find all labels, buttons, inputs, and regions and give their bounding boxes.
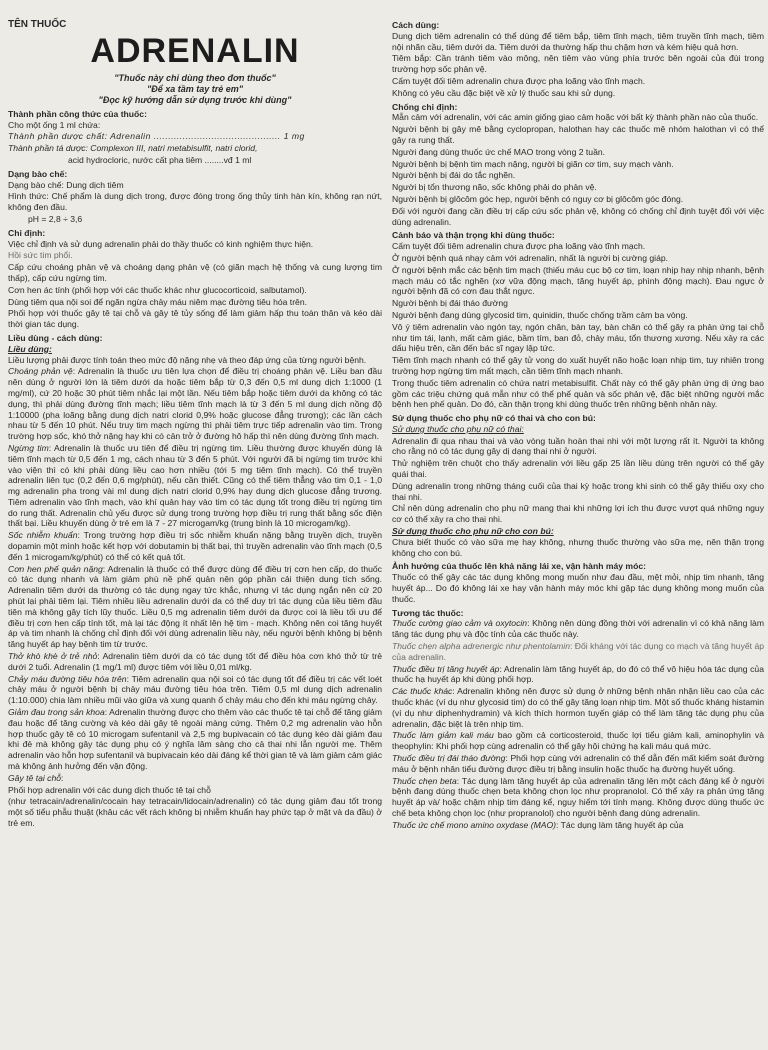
contraindication-item: Mẫn cảm với adrenalin, với các amin giống giao cảm hoặc với bất kỳ thành phần nào của thuốc. bbox=[392, 112, 759, 123]
contraindication-item: Người bị tổn thương não, sốc không phải do phản vệ. bbox=[392, 182, 597, 193]
dosage-item-text: : Adrenalin thường được cho thêm vào các thuốc tê tại chỗ để tăng giảm đau hoặc để tăng cường và kéo dài gây tê ngoài màng cứng. Thêm 0,2 mg adrenalin vào hỗn hợp thuốc gây tê có 10 microgam sufentanil và 2,5 mg bupivacain có tác dụng kéo dài giảm đau khi đẻ mà không gây tác dụng phụ có ý nghĩa lâm sàng cho cả thai nhi lẫn người mẹ. Thêm adrenalin vào hỗn hợp sufentanil và bupivacain kéo dài đáng kể thời gian tê và làm giảm cảm giác mà không ảnh hưởng đến vận động. bbox=[8, 707, 383, 772]
dosage-item-text: : Adrenalin là thuốc ưu tiên để điều trị ngừng tim. Liều thường được khuyến dùng là tiêm tĩnh mạch từ 0,5 đến 1 mg, cách nhau từ 3 đến 5 phút. Với người đã bị ngừng tim trước khi vào viện thì có khi phải dùng liều cao hơn nhiều (tới 5 mg tiêm tĩnh mạch). Có thể truyền adrenalin liên tục (0,2 đến 0,6 mg/phút), nếu cần thiết. Cũng có thể tiêm thẳng vào tim 0,1 - 1,0 mg adrenalin pha trong vài ml dung dịch natri clorid 0,9% hay dung dịch glucose đẳng trương. Tiêm adrenalin vào tĩnh mạch, vào khí quản hay vào tim có tác dụng tốt trong điều trị ngừng tim do rung thất. Adrenalin chủ yếu được sử dụng trong trường hợp điều trị rung thất bằng sốc điện thất bại. Liều khuyến dùng ở trẻ em là 7 - 27 microgam/kg (trung bình là 10 microgam/kg). bbox=[8, 442, 382, 529]
dosage-item-text: : Trong trường hợp điều trị sốc nhiễm khuẩn nặng bằng truyền dịch, truyền dopamin một mình hoặc kết hợp với dobutamin bị thất bại, thì truyền adrenalin vào tĩnh mạch (0,5 đến 1 microgam/kg/phút) có thể có kết quả tốt. bbox=[8, 530, 382, 562]
interaction-label: Thuốc ức chế mono amino oxydase (MAO) bbox=[392, 819, 557, 830]
breastfeeding-subheading: Sử dụng thuốc cho phụ nữ cho con bú: bbox=[392, 526, 554, 537]
dosage-item-label: Cơn hen phế quản nặng bbox=[8, 563, 103, 574]
admin-heading: Cách dùng: bbox=[392, 20, 440, 30]
contraindication-item: Người bệnh bị đái do tắc nghẽn. bbox=[392, 170, 516, 181]
interaction-item bbox=[392, 820, 764, 831]
dosage-labor-analgesia bbox=[8, 707, 382, 772]
warning-item: Tiêm tĩnh mạch nhanh có thể gây tử vong do xuất huyết não hoặc loạn nhịp tim, tuy nhiên trong trường hợp ngừng tim mất mạch, cần tiêm tĩnh mạch nhanh. bbox=[392, 355, 764, 376]
interaction-label: Các thuốc khác bbox=[392, 686, 453, 697]
ph-range: pH = 2,8 ÷ 3,6 bbox=[28, 213, 83, 224]
indications-heading: Chỉ định: bbox=[8, 227, 46, 238]
dosage-asthma bbox=[8, 564, 382, 650]
right-column bbox=[392, 20, 764, 832]
interaction-label: Thuốc chẹn beta bbox=[392, 775, 457, 786]
admin-item: Cấm tuyệt đối tiêm adrenalin chưa được pha loãng vào tĩnh mạch. bbox=[392, 75, 646, 86]
interaction-text: bao gồm cả corticosteroid, thuốc lợi tiểu giảm kali, aminophylin và theophylin: Khi phối hợp cùng adrenalin có thể gây hội chứng hạ kali máu quá mức. bbox=[392, 730, 764, 752]
interaction-item bbox=[392, 618, 764, 640]
indication-item: Cơn hen ác tính (phối hợp với các thuốc khác như glucocorticoid, salbutamol). bbox=[8, 284, 307, 295]
dosage-item-label: Gây tê tại chỗ bbox=[8, 772, 62, 783]
drug-title: ADRENALIN bbox=[90, 31, 300, 70]
driving-item: Thuốc có thể gây các tác dụng không mong muốn như đau đầu, mệt mỏi, nhịp tim nhanh, tăng huyết áp... Do đó không lái xe hay vận hành máy móc khi gặp tác dụng không mong muốn của thuốc. bbox=[392, 572, 764, 604]
warning-item: Vô ý tiêm adrenalin vào ngón tay, ngón chân, bàn tay, bàn chân có thể gây ra phản ứng tại chỗ như tim tái, lạnh, mất cảm giác, bầm tím, ban đỏ, chảy máu, tổn thương xương. Nếu xảy ra các dấu hiệu trên, cần đến bác sĩ ngay lập tức. bbox=[392, 321, 764, 354]
active-ingredient: Thành phần dược chất: Adrenalin ............................................ 1 mg bbox=[8, 131, 305, 142]
interaction-item bbox=[392, 730, 764, 752]
interaction-item bbox=[392, 664, 764, 686]
form-heading: Dạng bào chế: bbox=[8, 168, 68, 179]
pregnancy-item: Adrenalin đi qua nhau thai và vào vòng tuần hoàn thai nhi với một lượng rất ít. Người ta không cho rằng nó có tác dụng gây dị dạng thai nhi ở người. bbox=[392, 435, 764, 457]
form-line: Dạng bào chế: Dung dịch tiêm bbox=[8, 179, 124, 190]
interaction-text: : Không nên dùng đồng thời với adrenalin vì có khả năng làm tăng tác dụng phụ và độc tính của các thuốc này. bbox=[392, 618, 764, 640]
indication-item: Phối hợp với thuốc gây tê tại chỗ và gây tê tủy sống để làm giảm hấp thu toàn thân và kéo dài thời gian tác dụng. bbox=[8, 308, 382, 330]
breastfeeding-item: Chưa biết thuốc có vào sữa mẹ hay không, nhưng thuốc thường vào sữa mẹ, nên thận trọng không cho con bú. bbox=[392, 536, 764, 558]
interaction-item bbox=[392, 753, 764, 775]
slogan-read-instructions: "Đọc kỹ hướng dẫn sử dụng trước khi dùng" bbox=[98, 94, 292, 105]
interaction-label: Thuốc cường giao cảm và oxytocin bbox=[392, 618, 528, 629]
pregnancy-heading: Sử dụng thuốc cho phụ nữ có thai và cho con bú: bbox=[392, 413, 596, 424]
contraindication-item: Đối với người đang cần điều trị cấp cứu sốc phản vệ, không có chống chỉ định tuyệt đối với việc dùng adrenalin. bbox=[392, 205, 764, 227]
dosage-heading: Liều dùng - cách dùng: bbox=[8, 332, 103, 343]
dosage-local-line-2: (như tetracain/adrenalin/cocain hay tetracain/lidocain/adrenalin) có tác dụng giảm đau tốt trong một số tiểu phẫu thuật (khâu các vết rách không bị nhiễm khuẩn hay phức tạp ở mặt và da đầu) ở trẻ em. bbox=[8, 796, 382, 828]
interaction-label: Thuốc điều trị tăng huyết áp bbox=[392, 663, 500, 674]
pregnancy-item: Chỉ nên dùng adrenalin cho phụ nữ mang thai khi những lợi ích thu được vượt quá những nguy cơ có thể xảy ra cho thai nhi. bbox=[392, 503, 764, 525]
slogan-children: "Để xa tầm tay trẻ em" bbox=[146, 83, 244, 94]
dosage-item-label: Choáng phản vệ bbox=[8, 366, 73, 377]
interaction-item bbox=[392, 641, 764, 663]
interactions-heading: Tương tác thuốc: bbox=[392, 607, 464, 618]
interaction-label: Thuốc chẹn alpha adrenergic như phentolamin bbox=[392, 641, 570, 652]
contraindication-item: Người bệnh bị bệnh tim mạch nặng, người bị giãn cơ tim, suy mạch vành. bbox=[392, 158, 674, 169]
dosage-item-label: Giảm đau trong sản khoa bbox=[8, 707, 105, 718]
pregnancy-subheading: Sử dụng thuốc cho phụ nữ có thai: bbox=[392, 423, 524, 434]
dosage-gi-bleeding bbox=[8, 674, 382, 706]
dosage-item-label: Thở khò khè ở trẻ nhỏ bbox=[8, 651, 98, 662]
dosage-item-text: : Adrenalin tiêm dưới da có tác dụng tốt để điều hòa cơn khó thở từ trẻ dưới 2 tuổi. Adrenalin (1 mg/1 ml) được tiêm với liều 0,01 ml/kg. bbox=[8, 651, 383, 672]
dosage-item-label: Ngừng tim bbox=[8, 442, 49, 453]
interaction-item bbox=[392, 776, 764, 819]
dosage-cardiac-arrest bbox=[8, 443, 382, 529]
dosage-item-text: : Adrenalin là thuốc ưu tiên lựa chọn để điều trị choáng phản vệ. Liều ban đầu nên dùng ở người lớn là tiêm dưới da hoặc tiêm bắp từ 0,3 đến 0,5 ml dung dịch 1:1000 (1 mg/ml), cứ 20 hoặc 30 phút tiêm nhắc lại một lần. Nếu tiêm bắp hoặc tiêm dưới da không có tác dụng, thì phải dùng đường tĩnh mạch; liều tiêm tĩnh mạch là từ 3 đến 5 ml dung dịch nồng độ 1:10000 (pha loãng bằng dung dịch natri clorid 0,9% hoặc glucose đẳng trương); các lần cách nhau từ 5 đến 10 phút. Nếu truy tim mạch ngừng thì phải tiêm trực tiếp adrenalin vào tim. Trong trường hợp sốc, khó thở nặng hay khi có cản trở ở đường hô hấp thì nên dùng đường tĩnh mạch. bbox=[8, 366, 382, 442]
warning-item: Ở người bệnh mắc các bệnh tim mạch (thiếu máu cục bộ cơ tim, loạn nhịp hay nhịp nhanh, bệnh mạch máu có tắc nghẽn (xơ vữa động mạch, tăng huyết áp, phình động mạch). Đau ngực ở người bệnh đã có cơn đau thắt ngực. bbox=[392, 264, 764, 297]
pregnancy-item: Dùng adrenalin trong những tháng cuối của thai kỳ hoặc trong khi sinh có thể gây thiếu oxy cho thai nhi. bbox=[392, 480, 764, 502]
interaction-label: Thuốc làm giảm kali máu bbox=[392, 730, 494, 741]
warning-item: Cấm tuyệt đối tiêm adrenalin chưa được pha loãng vào tĩnh mạch. bbox=[392, 241, 646, 252]
interaction-text: : Tác dụng làm tăng huyết áp của bbox=[556, 819, 684, 830]
left-column bbox=[8, 20, 382, 830]
contraindication-item: Người bệnh bị glôcôm góc hẹp, người bệnh có nguy cơ bị glôcôm góc đóng. bbox=[392, 193, 684, 204]
excipients-line-1: Thành phần tá dược: Complexon III, natri metabisulfit, natri clorid, bbox=[8, 143, 258, 154]
interaction-text: : Phối hợp cùng với adrenalin có thể dẫn đến mất kiểm soát đường máu ở bệnh nhân tiểu đường được điều trị bằng insulin hoặc thuốc hạ đường huyết uống. bbox=[392, 753, 765, 774]
dosage-local-line-1: Phối hợp adrenalin với các dung dịch thuốc tê tại chỗ bbox=[8, 784, 211, 795]
indication-item: Việc chỉ định và sử dụng adrenalin phải do thầy thuốc có kinh nghiệm thực hiện. bbox=[8, 238, 314, 249]
warning-item: Người bệnh bị đái tháo đường bbox=[392, 298, 508, 309]
contraindications-heading: Chống chỉ định: bbox=[392, 101, 458, 112]
slogan-prescription: "Thuốc này chỉ dùng theo đơn thuốc" bbox=[114, 72, 276, 83]
indication-item: Dùng tiêm qua nội soi để ngăn ngừa chảy máu niêm mạc đường tiêu hóa trên. bbox=[8, 296, 308, 307]
form-description: Hình thức: Chế phẩm là dung dịch trong, được đóng trong ống thủy tinh hàn kín, không rạn nứt, không đen đầu. bbox=[8, 191, 382, 213]
excipients-line-2: acid hydrocloric, nước cất pha tiêm ........vđ 1 ml bbox=[68, 154, 252, 165]
interaction-label: Thuốc điều trị đái tháo đường bbox=[392, 753, 506, 763]
drug-name-label: TÊN THUỐC bbox=[8, 19, 67, 30]
dosage-local-anesthesia: Gây tê tại chỗ: bbox=[8, 772, 64, 783]
dosage-item-label: Sốc nhiễm khuẩn bbox=[8, 530, 78, 541]
warning-item: Ở người bệnh quá nhạy cảm với adrenalin, nhất là người bị cường giáp. bbox=[392, 252, 669, 263]
dosage-septic-shock bbox=[8, 530, 382, 562]
warning-item: Người bệnh đang dùng glycosid tim, quinidin, thuốc chống trầm cảm ba vòng. bbox=[392, 309, 688, 320]
indication-item: Cấp cứu choáng phản vệ và choáng dạng phản vệ (có giãn mạch hệ thống và cung lượng tim thấp), cấp cứu ngừng tim. bbox=[8, 262, 382, 283]
dosage-infant-wheeze bbox=[8, 651, 382, 673]
warnings-heading: Cảnh báo và thận trọng khi dùng thuốc: bbox=[392, 230, 555, 241]
pregnancy-item: Thử nghiệm trên chuột cho thấy adrenalin với liều gấp 25 lần liều dùng trên người có thể gây quái thai. bbox=[392, 458, 764, 480]
interaction-text: : Adrenalin làm tăng huyết áp, do đó có thể vô hiệu hóa tác dụng của thuốc hạ huyết áp khi dùng phối hợp. bbox=[392, 663, 764, 685]
contraindication-item: Người đang dùng thuốc ức chế MAO trong vòng 2 tuần. bbox=[392, 146, 606, 157]
interaction-text: : Đối kháng với tác dụng co mạch và tăng huyết áp của adrenalin. bbox=[392, 641, 765, 662]
dosage-anaphylaxis bbox=[8, 366, 382, 442]
dosage-item-text: : Tiêm adrenalin qua nội soi có tác dụng tốt để điều trị các vết loét chảy máu ở người bệnh bị chảy máu đường tiêu hóa trên. Tiêm 0,5 ml dung dịch adrenalin (1:10.000) chia làm nhiều mũi vào giữa và xung quanh ổ chảy máu cho đến khi máu ngừng chảy. bbox=[8, 673, 383, 706]
dosage-intro: Liều lượng phải được tính toán theo mức độ nặng nhẹ và theo đáp ứng của từng người bệnh. bbox=[8, 354, 367, 365]
dosage-subheading: Liều dùng: bbox=[8, 343, 52, 354]
composition-line: Cho một ống 1 ml chứa: bbox=[8, 119, 101, 130]
driving-heading: Ảnh hưởng của thuốc lên khả năng lái xe, vận hành máy móc: bbox=[392, 561, 646, 572]
dosage-item-label: Chảy máu đường tiêu hóa trên bbox=[8, 673, 127, 684]
admin-item: Tiêm bắp: Cần tránh tiêm vào mông, nên tiêm vào vùng phía trước bên ngoài của đùi trong trường hợp sốc phản vệ. bbox=[392, 53, 764, 75]
interaction-item bbox=[392, 686, 764, 729]
composition-heading: Thành phần công thức của thuốc: bbox=[8, 108, 147, 119]
admin-item: Không có yêu cầu đặc biệt về xử lý thuốc sau khi sử dụng. bbox=[392, 87, 616, 98]
indication-item: Hồi sức tim phổi. bbox=[8, 250, 73, 261]
warning-item: Trong thuốc tiêm adrenalin có chứa natri metabisulfit. Chất này có thể gây phản ứng dị ứng bao gồm các triệu chứng quá mẫn như có thể phế quản và sốc phản vệ, đặc biệt những người mắc bệnh hen phế quản. Do đó, cần thận trọng khi dùng thuốc trên những bệnh nhân này. bbox=[392, 377, 764, 410]
contraindication-item: Người bệnh bị gây mê bằng cyclopropan, halothan hay các thuốc mê nhóm halothan vì có thể gây ra rung thất. bbox=[392, 124, 764, 145]
dosage-item-text: : Adrenalin là thuốc có thể được dùng để điều trị cơn hen cấp, do thuốc có tác dụng nhanh và làm giảm phù nề phế quản nên góp phần cải thiện dung tích sống. Adrenalin tiêm dưới da thường có tác dụng ngay tức khắc, nhưng vì tác dụng ngắn nên cứ 20 phút lại phải tiêm lại. Tiêm nhiều liều adrenalin dưới da có thể duy trì tác dụng của liều tiêm đầu tiên mà không gây tích lũy thuốc. Liều 0,5 mg adrenalin tiêm dưới da được coi là liều tối ưu để điều trị cơn hen cấp tính tốt, mà lại tác động ít nhất lên hệ tim - mạch. Không nên coi tăng huyết áp và tim nhanh là chống chỉ định đối với dùng adrenalin liều này, nếu người bệnh không bị bệnh tăng huyết áp hay bệnh tim từ trước. bbox=[8, 563, 382, 650]
admin-item: Dung dịch tiêm adrenalin có thể dùng để tiêm bắp, tiêm tĩnh mạch, tiêm truyền tĩnh mạch, tiêm nội nhãn cầu, tiêm dưới da. Tiêm dưới da thường hấp thu chậm hơn và kém hiệu quả hơn. bbox=[392, 30, 764, 52]
interaction-text: : Tác dụng làm tăng huyết áp của adrenalin tăng lên một cách đáng kể ở người bệnh đang dùng thuốc chẹn beta không chọn lọc như propranolol. Có thể xảy ra phản ứng tăng huyết áp và/ hoặc chậm nhịp tim đáng kể, nguy hiểm tới tính mạng. Không được dùng thuốc ức chế beta không chọn lọc (như propranolol) cho người bệnh đang dùng adrenalin. bbox=[392, 775, 764, 818]
interaction-text: : Adrenalin không nên được sử dụng ở những bệnh nhân nhận liều cao của các thuốc khác (ví dụ như glycosid tim) do có thể gây tăng loạn nhịp tim. Một số thuốc kháng histamin (ví dụ như diphenhydramin) và kích thích hormon tuyến giáp có thể làm tăng tác dụng phụ của adrenalin, đặc biệt là trên nhịp tim. bbox=[392, 686, 764, 729]
